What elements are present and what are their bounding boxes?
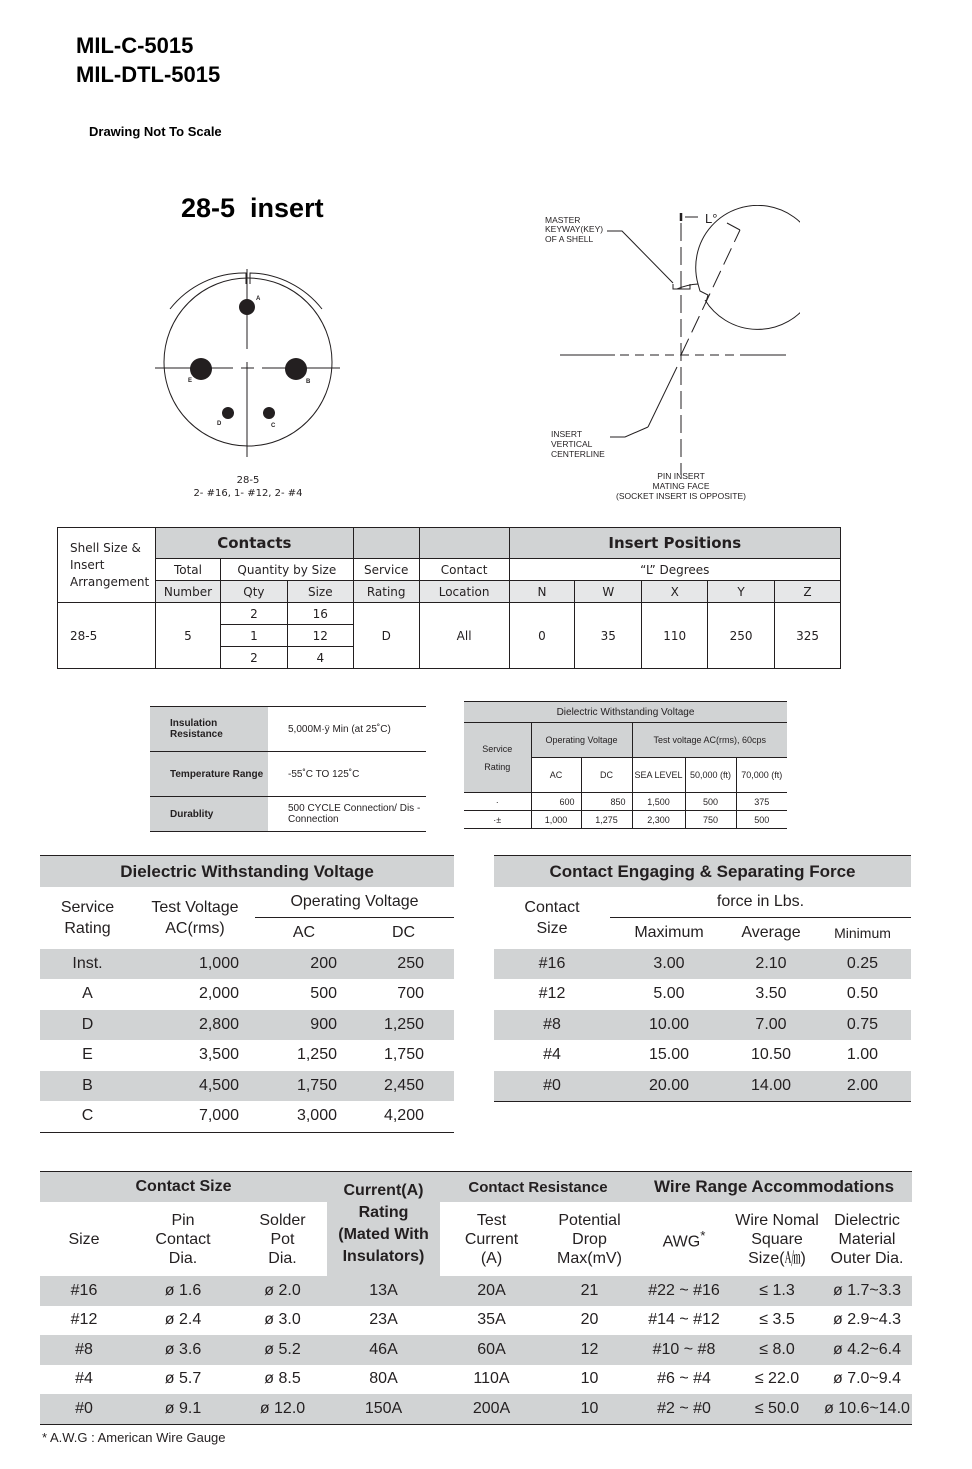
- force-header-max: Maximum: [634, 924, 704, 942]
- cell-size-3: 4: [287, 647, 353, 669]
- cs-header-test-current: Test Current (A): [464, 1211, 519, 1267]
- dwv-small-50k: 50,000 (ft): [685, 758, 736, 793]
- cs-row: #12 ø 2.4 ø 3.0 23A 35A 20 #14 ~ #12 ≤ 3.5 ø 2.9~4.3: [70, 1311, 902, 1329]
- force-row: #8 10.00 7.00 0.75: [494, 1010, 911, 1041]
- force-header-min: Minimum: [834, 925, 891, 942]
- dwv-small-service-rating: Service Rating: [464, 723, 531, 793]
- cell-qty-3: 2: [220, 647, 287, 669]
- master-keyway-line2: KEYWAY(KEY): [545, 224, 604, 234]
- cell-deg-x: 110: [642, 603, 708, 669]
- dwv-small-row: · 600 850 1,500 500 375: [464, 793, 787, 811]
- contact-label-b: B: [306, 379, 311, 385]
- force-row: #0 20.00 14.00 2.00: [494, 1071, 911, 1102]
- force-header-contact-size: Contact Size: [524, 898, 580, 937]
- header-pos-x: X: [642, 581, 708, 603]
- mating-face-line1: PIN INSERT: [657, 471, 705, 481]
- dwv-row: D 2,800 900 1,250: [40, 1010, 454, 1041]
- centerline-line3: CENTERLINE: [551, 449, 605, 459]
- insert-title: 28-5 insert: [181, 193, 324, 223]
- cell-service-rating: D: [353, 603, 419, 669]
- property-row: [150, 797, 426, 832]
- header-total: Total: [155, 559, 220, 581]
- cell-deg-n: 0: [509, 603, 575, 669]
- insert-caption-counts: 2- #16, 1- #12, 2- #4: [193, 488, 303, 499]
- contact-label-c: C: [271, 423, 276, 429]
- cs-header-current-rating: Current(A) Rating (Mated With Insulators): [327, 1172, 440, 1277]
- cell-contact-location: All: [419, 603, 509, 669]
- contact-dots: [190, 299, 307, 419]
- header-blank-2: [419, 528, 509, 559]
- centerline-line1: INSERT: [551, 429, 583, 439]
- insert-spec-table: [57, 527, 841, 669]
- cell-deg-z: 325: [775, 603, 841, 669]
- cs-header-pin-dia: Pin Contact Dia.: [155, 1211, 211, 1267]
- force-header-avg: Average: [741, 924, 801, 942]
- dwv-header-service-rating: Service Rating: [60, 898, 115, 937]
- dwv-header-operating: Operating Voltage: [255, 887, 454, 918]
- dwv-row: Inst. 1,000 200 250: [40, 949, 454, 980]
- header-pos-y: Y: [708, 581, 775, 603]
- cs-header-potential-drop: Potential Drop Max(mV): [557, 1211, 622, 1267]
- cell-total: 5: [155, 603, 220, 669]
- force-header-unit: force in Lbs.: [610, 887, 911, 918]
- l-degree-label: L°: [705, 211, 718, 226]
- dwv-title: Dielectric Withstanding Voltage: [40, 856, 454, 888]
- force-row: #4 15.00 10.50 1.00: [543, 1046, 879, 1064]
- master-keyway-line3: OF A SHELL: [545, 234, 594, 244]
- cell-qty-2: 1: [220, 625, 287, 647]
- contact-size-table: [40, 1171, 912, 1425]
- header-insert-positions: Insert Positions: [509, 528, 840, 559]
- property-value: 5,000M·ÿ Min (at 25˚C): [268, 707, 426, 752]
- dwv-row: C 7,000 3,000 4,200: [40, 1101, 454, 1132]
- mating-face-line3: (SOCKET INSERT IS OPPOSITE): [616, 491, 746, 501]
- doc-title-mil-c: MIL-C-5015: [76, 33, 194, 58]
- property-value: 500 CYCLE Connection/ Dis - Connection: [268, 797, 426, 832]
- dwv-small-dc: DC: [581, 758, 632, 793]
- force-title: Contact Engaging & Separating Force: [494, 856, 911, 888]
- header-size: Size: [287, 581, 353, 603]
- dielectric-voltage-table: [40, 855, 454, 1133]
- cell-qty-1: 2: [220, 603, 287, 625]
- property-key: Insulation Resistance: [150, 707, 268, 752]
- cell-size-2: 12: [287, 625, 353, 647]
- header-qty: Qty: [220, 581, 287, 603]
- insert-caption: [148, 474, 348, 500]
- cell-arrangement: 28-5: [58, 603, 156, 669]
- cs-row: #0 ø 9.1 ø 12.0 150A 200A 10 #2 ~ #0 ≤ 50.0 ø 10.6~14.0: [40, 1394, 912, 1424]
- force-row: #12 5.00 3.50 0.50: [538, 985, 879, 1003]
- property-row: [150, 707, 426, 752]
- dwv-small-title: Dielectric Withstanding Voltage: [464, 702, 787, 723]
- dwv-row: A 2,000 500 700: [82, 985, 424, 1003]
- cs-header-solder-dia: Solder Pot Dia.: [259, 1211, 306, 1267]
- contact-label-d: D: [217, 421, 222, 427]
- dwv-small-70k: 70,000 (ft): [736, 758, 787, 793]
- dwv-small-sea: SEA LEVEL: [632, 758, 685, 793]
- force-row: #16 3.00 2.10 0.25: [494, 949, 911, 980]
- doc-title-mil-dtl: MIL-DTL-5015: [76, 62, 221, 87]
- property-row: [150, 752, 426, 797]
- header-l-degrees: “L” Degrees: [509, 559, 840, 581]
- cs-row: #16 ø 1.6 ø 2.0 13A 20A 21 #22 ~ #16 ≤ 1.3 ø 1.7~3.3: [40, 1276, 912, 1306]
- header-number: Number: [155, 581, 220, 603]
- engaging-force-table: [494, 855, 911, 1102]
- orientation-diagram: [540, 205, 800, 505]
- centerline-line2: VERTICAL: [551, 439, 593, 449]
- header-pos-n: N: [509, 581, 575, 603]
- dwv-small-operating: Operating Voltage: [531, 723, 632, 758]
- dwv-row: E 3,500 1,250 1,750: [82, 1046, 424, 1064]
- header-rating: Rating: [353, 581, 419, 603]
- cell-deg-w: 35: [575, 603, 642, 669]
- cs-header-awg: AWG*: [662, 1228, 706, 1251]
- dwv-header-dc: DC: [391, 924, 416, 942]
- dwv-small-test: Test voltage AC(rms), 60cps: [632, 723, 787, 758]
- awg-footnote: * A.W.G : American Wire Gauge: [42, 1430, 226, 1445]
- property-key: Durablity: [150, 797, 268, 832]
- header-location: Location: [419, 581, 509, 603]
- header-service: Service: [353, 559, 419, 581]
- cs-header-dielectric-od: Dielectric Material Outer Dia.: [830, 1211, 904, 1267]
- dwv-header-ac: AC: [292, 924, 316, 942]
- header-contacts: Contacts: [155, 528, 353, 559]
- dwv-small-row: ·± 1,000 1,275 2,300 750 500: [464, 811, 787, 829]
- insert-caption-arrangement: 28-5: [236, 475, 260, 486]
- contact-label-e: E: [188, 378, 193, 384]
- cell-deg-y: 250: [708, 603, 775, 669]
- cs-header-wire-square: Wire Nomal Square Size(㏟): [735, 1211, 819, 1267]
- cs-row: #4 ø 5.7 ø 8.5 80A 110A 10 #6 ~ #4 ≤ 22.0 ø 7.0~9.4: [75, 1370, 902, 1388]
- master-keyway-line1: MASTER: [545, 215, 581, 225]
- cs-row: #8 ø 3.6 ø 5.2 46A 60A 12 #10 ~ #8 ≤ 8.0 ø 4.2~6.4: [40, 1335, 912, 1365]
- property-key: Temperature Range: [150, 752, 268, 797]
- dwv-small-ac: AC: [531, 758, 581, 793]
- header-blank-1: [353, 528, 419, 559]
- cs-header-contact-resistance: Contact Resistance: [440, 1172, 636, 1203]
- drawing-note: Drawing Not To Scale: [89, 124, 222, 139]
- dwv-small-table: [464, 701, 787, 829]
- cs-header-size: Size: [68, 1230, 100, 1248]
- contact-label-a: A: [256, 296, 261, 302]
- cell-size-1: 16: [287, 603, 353, 625]
- header-pos-z: Z: [775, 581, 841, 603]
- insert-face-diagram: [150, 265, 350, 485]
- dwv-header-test-voltage: Test Voltage AC(rms): [151, 898, 239, 937]
- header-contact: Contact: [419, 559, 509, 581]
- dwv-row: B 4,500 1,750 2,450: [40, 1071, 454, 1102]
- cs-header-wire-range: Wire Range Accommodations: [636, 1172, 912, 1203]
- header-qty-by-size: Quantity by Size: [220, 559, 353, 581]
- header-shell-size: Shell Size & Insert Arrangement: [58, 528, 156, 603]
- property-value: -55˚C TO 125˚C: [268, 752, 426, 797]
- cs-header-contact-size: Contact Size: [40, 1172, 327, 1203]
- properties-table: [150, 706, 426, 832]
- mating-face-line2: MATING FACE: [652, 481, 710, 491]
- header-pos-w: W: [575, 581, 642, 603]
